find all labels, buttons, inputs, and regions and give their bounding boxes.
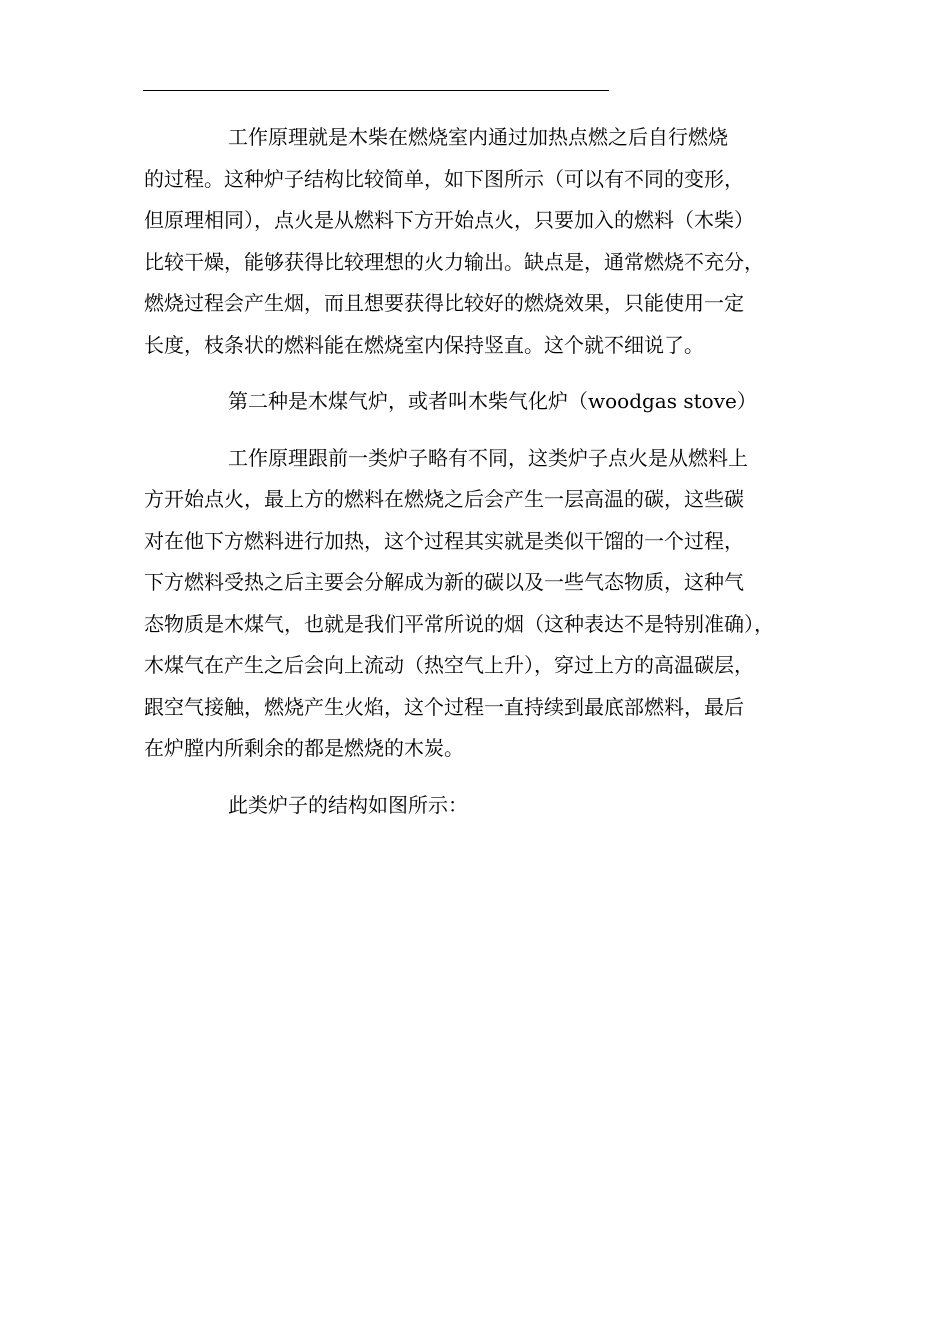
- paragraph-working-principle: [144, 117, 812, 366]
- text-line: 方开始点火，最上方的燃料在燃烧之后会产生一层高温的碳，这些碳: [144, 487, 744, 511]
- text-line: 的过程。这种炉子结构比较简单，如下图所示（可以有不同的变形，: [144, 166, 744, 191]
- text-line: 此类炉子的结构如图所示：: [228, 792, 468, 817]
- text-line: 在炉膛内所剩余的都是燃烧的木炭。: [144, 736, 464, 760]
- header-rule: [143, 90, 609, 91]
- text-line: 工作原理就是木柴在燃烧室内通过加热点燃之后自行燃烧: [228, 125, 728, 149]
- text-line: 态物质是木煤气，也就是我们平常所说的烟（这种表达不是特别准确），: [144, 611, 774, 636]
- text-line: 木煤气在产生之后会向上流动（热空气上升），穿过上方的高温碳层，: [144, 653, 754, 677]
- text-line: 比较干燥，能够获得比较理想的火力输出。缺点是，通常燃烧不充分，: [144, 249, 764, 274]
- text-line: 跟空气接触，燃烧产生火焰，这个过程一直持续到最底部燃料，最后: [144, 694, 744, 719]
- paragraph-woodgas-principle: [144, 438, 812, 770]
- text-line: 下方燃料受热之后主要会分解成为新的碳以及一些气态物质，这种气: [144, 570, 744, 594]
- paragraph-woodgas-stove-heading: [144, 381, 812, 423]
- text-line: 长度，枝条状的燃料能在燃烧室内保持竖直。这个就不细说了。: [144, 332, 704, 357]
- text-line: 对在他下方燃料进行加热，这个过程其实就是类似干馏的一个过程，: [144, 528, 744, 553]
- paragraph-structure-intro: [144, 785, 812, 827]
- body-text: [144, 117, 812, 841]
- text-line: 工作原理跟前一类炉子略有不同，这类炉子点火是从燃料上: [228, 445, 748, 470]
- text-line: 燃烧过程会产生烟，而且想要获得比较好的燃烧效果，只能使用一定: [144, 291, 744, 315]
- text-line: 但原理相同），点火是从燃料下方开始点火，只要加入的燃料（木柴）: [144, 208, 754, 232]
- text-line: 第二种是木煤气炉，或者叫木柴气化炉（woodgas stove）: [228, 389, 757, 413]
